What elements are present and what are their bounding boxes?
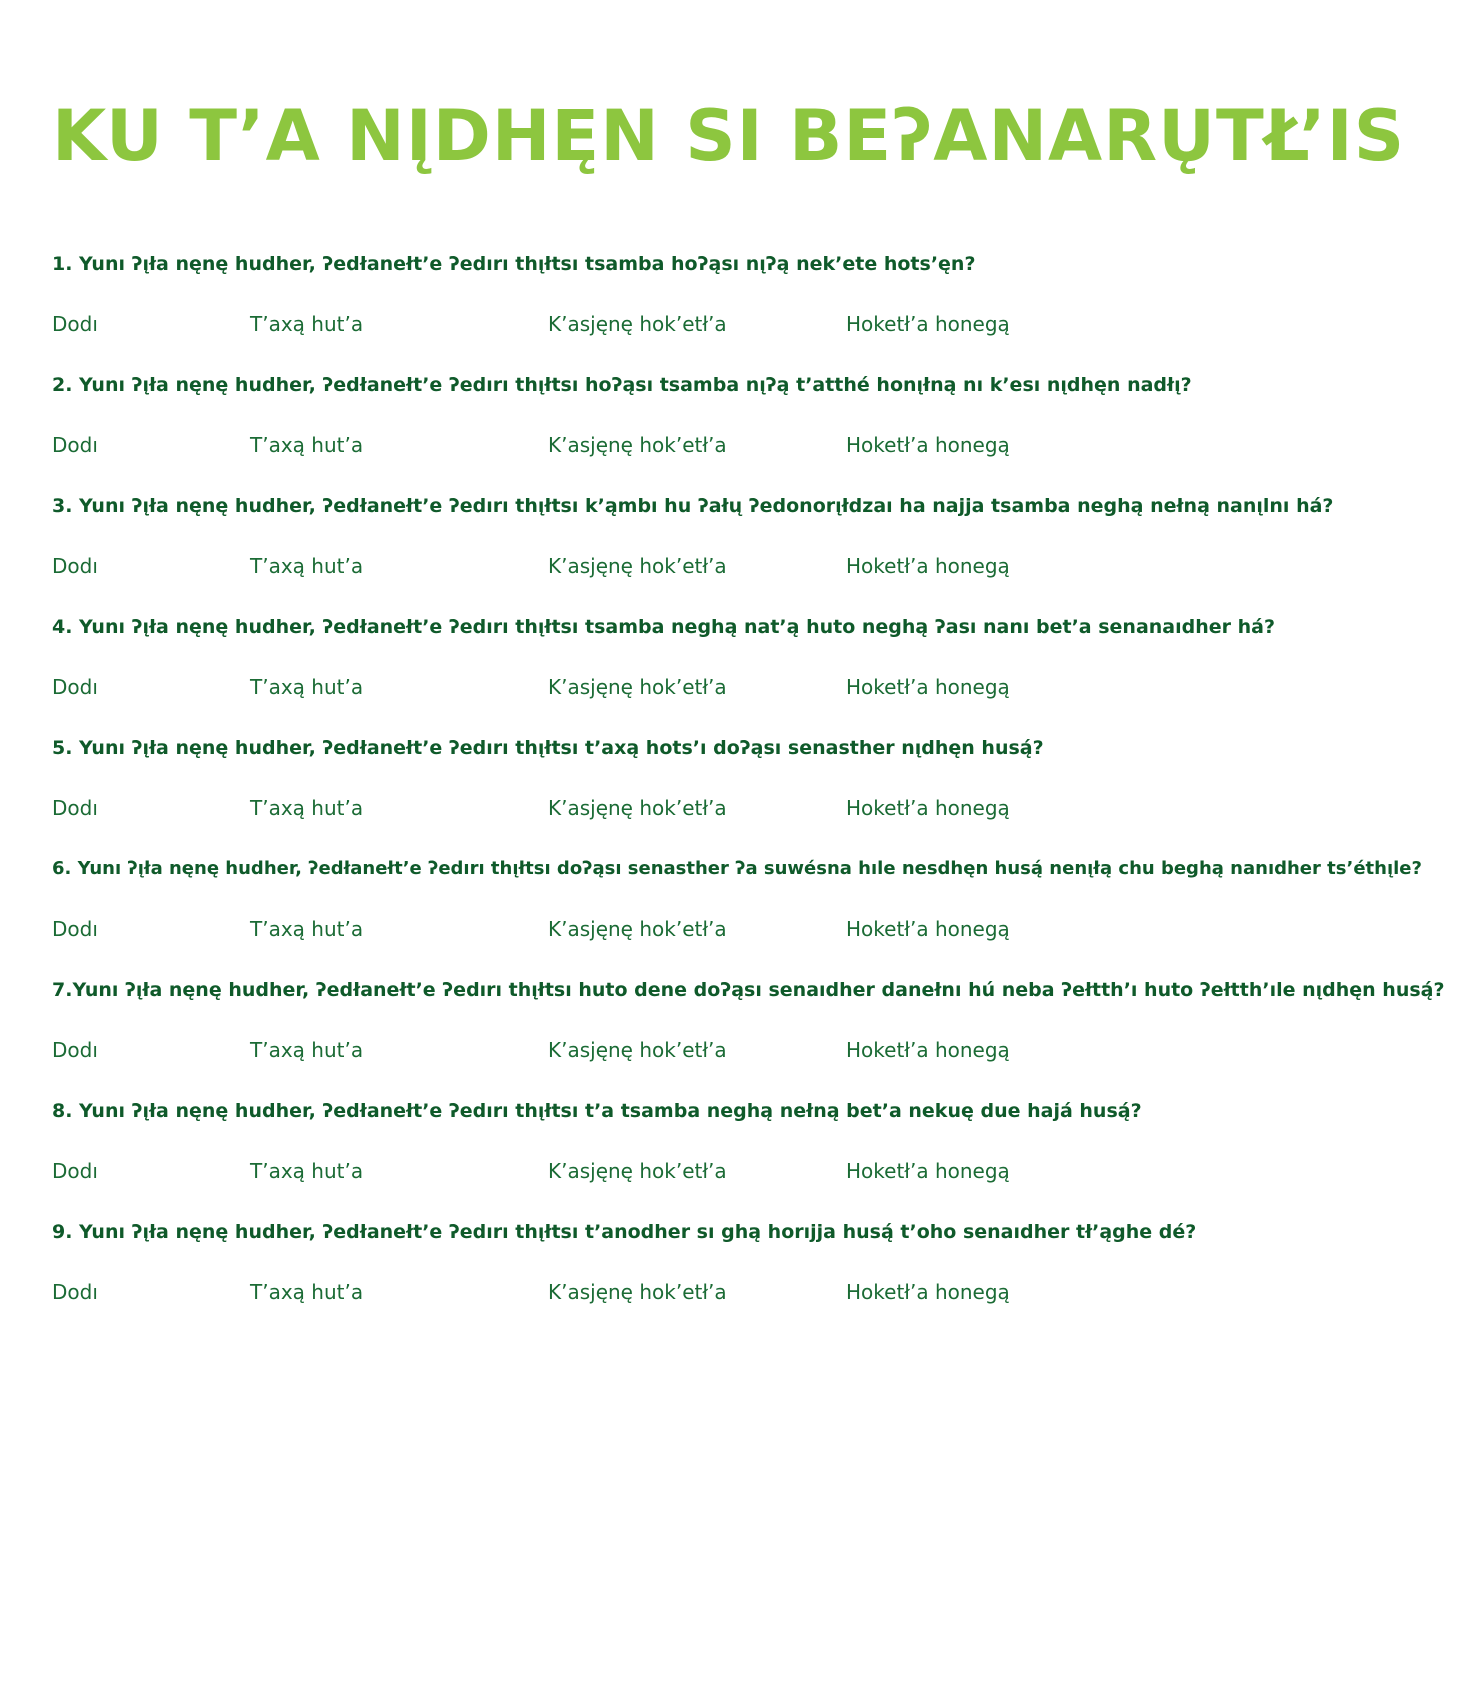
question-8 — [52, 1097, 1452, 1218]
question-6-option-dodi[interactable]: Dodı — [52, 917, 98, 941]
question-5-option-hoketla-honega[interactable]: Hoketł’a honegą — [846, 796, 1010, 820]
question-5-text: 5. Yunı ʔı̨ła nęnę hudher, ʔedłanełt’e ʔedırı thı̨łtsı t’axą hots’ı doʔąsı senasther nı̨dhęn husą́? — [52, 737, 1044, 759]
question-5 — [52, 734, 1452, 855]
question-7 — [52, 976, 1452, 1097]
question-1-option-dodi[interactable]: Dodı — [52, 312, 98, 336]
question-4 — [52, 613, 1452, 734]
question-7-option-hoketla-honega[interactable]: Hoketł’a honegą — [846, 1038, 1010, 1062]
question-9 — [52, 1218, 1452, 1339]
question-2-option-dodi[interactable]: Dodı — [52, 433, 98, 457]
question-4-option-hoketla-honega[interactable]: Hoketł’a honegą — [846, 675, 1010, 699]
question-4-option-taxa-huta[interactable]: T’axą hut’a — [250, 675, 364, 699]
question-3 — [52, 492, 1452, 613]
question-3-option-taxa-huta[interactable]: T’axą hut’a — [250, 554, 364, 578]
question-8-text: 8. Yunı ʔı̨ła nęnę hudher, ʔedłanełt’e ʔedırı thı̨łtsı t’a tsamba neghą nełną bet’a nekuę due hajá husą́? — [52, 1100, 1142, 1122]
question-9-options — [52, 1278, 1152, 1306]
question-6-option-hoketla-honega[interactable]: Hoketł’a honegą — [846, 917, 1010, 941]
question-2-options — [52, 431, 1152, 459]
question-4-option-kasjene-hoketla[interactable]: K’asjęnę hok’etł’a — [548, 675, 727, 699]
question-1 — [52, 250, 1452, 371]
question-list — [52, 250, 1452, 1339]
question-8-option-hoketla-honega[interactable]: Hoketł’a honegą — [846, 1159, 1010, 1183]
question-6-text: 6. Yunı ʔı̨ła nęnę hudher, ʔedłanełt’e ʔedırı thı̨łtsı doʔąsı senasther ʔa suwésna hıle nesdhęn husą́ nenı̨łą chu beghą nanıdher ts’éthı̨le? — [52, 858, 1422, 879]
question-3-option-kasjene-hoketla[interactable]: K’asjęnę hok’etł’a — [548, 554, 727, 578]
question-4-text: 4. Yunı ʔı̨ła nęnę hudher, ʔedłanełt’e ʔedırı thı̨łtsı tsamba neghą nat’ą huto neghą ʔası nanı bet’a senanaıdher há? — [52, 616, 1276, 638]
question-2 — [52, 371, 1452, 492]
question-5-option-taxa-huta[interactable]: T’axą hut’a — [250, 796, 364, 820]
question-1-text: 1. Yunı ʔı̨ła nęnę hudher, ʔedłanełt’e ʔedırı thı̨łtsı tsamba hoʔąsı nı̨ʔą nek’ete hots’ęn? — [52, 253, 976, 275]
question-5-options — [52, 794, 1152, 822]
question-2-text: 2. Yunı ʔı̨ła nęnę hudher, ʔedłanełt’e ʔedırı thı̨łtsı hoʔąsı tsamba nı̨ʔą t’atthé honı̨łną nı k’esı nı̨dhęn nadłı̨? — [52, 374, 1192, 396]
question-3-text: 3. Yunı ʔı̨ła nęnę hudher, ʔedłanełt’e ʔedırı thı̨łtsı k’ąmbı hu ʔałų ʔedonorı̨łdzaı ha najja tsamba neghą nełną nanı̨lnı há? — [52, 495, 1334, 517]
question-9-option-kasjene-hoketla[interactable]: K’asjęnę hok’etł’a — [548, 1280, 727, 1304]
question-5-option-kasjene-hoketla[interactable]: K’asjęnę hok’etł’a — [548, 796, 727, 820]
question-3-options — [52, 552, 1152, 580]
question-3-option-hoketla-honega[interactable]: Hoketł’a honegą — [846, 554, 1010, 578]
question-7-option-dodi[interactable]: Dodı — [52, 1038, 98, 1062]
question-1-options — [52, 310, 1152, 338]
question-7-options — [52, 1036, 1152, 1064]
question-1-option-taxa-huta[interactable]: T’axą hut’a — [250, 312, 364, 336]
question-8-option-kasjene-hoketla[interactable]: K’asjęnę hok’etł’a — [548, 1159, 727, 1183]
question-7-option-kasjene-hoketla[interactable]: K’asjęnę hok’etł’a — [548, 1038, 727, 1062]
question-6-options — [52, 915, 1152, 943]
question-4-option-dodi[interactable]: Dodı — [52, 675, 98, 699]
question-6-option-taxa-huta[interactable]: T’axą hut’a — [250, 917, 364, 941]
question-3-option-dodi[interactable]: Dodı — [52, 554, 98, 578]
question-9-option-taxa-huta[interactable]: T’axą hut’a — [250, 1280, 364, 1304]
question-1-option-hoketla-honega[interactable]: Hoketł’a honegą — [846, 312, 1010, 336]
question-9-option-dodi[interactable]: Dodı — [52, 1280, 98, 1304]
question-5-option-dodi[interactable]: Dodı — [52, 796, 98, 820]
question-9-option-hoketla-honega[interactable]: Hoketł’a honegą — [846, 1280, 1010, 1304]
question-2-option-kasjene-hoketla[interactable]: K’asjęnę hok’etł’a — [548, 433, 727, 457]
question-6 — [52, 855, 1452, 976]
question-2-option-hoketla-honega[interactable]: Hoketł’a honegą — [846, 433, 1010, 457]
question-7-option-taxa-huta[interactable]: T’axą hut’a — [250, 1038, 364, 1062]
question-9-text: 9. Yunı ʔı̨ła nęnę hudher, ʔedłanełt’e ʔedırı thı̨łtsı t’anodher sı ghą horıjja husą́ t’oho senaıdher tł’ąghe dé? — [52, 1221, 1197, 1243]
question-8-option-dodi[interactable]: Dodı — [52, 1159, 98, 1183]
question-1-option-kasjene-hoketla[interactable]: K’asjęnę hok’etł’a — [548, 312, 727, 336]
question-8-option-taxa-huta[interactable]: T’axą hut’a — [250, 1159, 364, 1183]
question-4-options — [52, 673, 1152, 701]
page-title: KU T’A NĮDHĘN SI BEʔANARŲTŁ’IS — [52, 95, 1406, 177]
question-6-option-kasjene-hoketla[interactable]: K’asjęnę hok’etł’a — [548, 917, 727, 941]
question-7-text: 7.Yunı ʔı̨ła nęnę hudher, ʔedłanełt’e ʔedırı thı̨łtsı huto dene doʔąsı senaıdher danełnı hú neba ʔełtth’ı huto ʔełtth’ıle nı̨dhęn husą́? — [52, 979, 1445, 1001]
question-2-option-taxa-huta[interactable]: T’axą hut’a — [250, 433, 364, 457]
question-8-options — [52, 1157, 1152, 1185]
